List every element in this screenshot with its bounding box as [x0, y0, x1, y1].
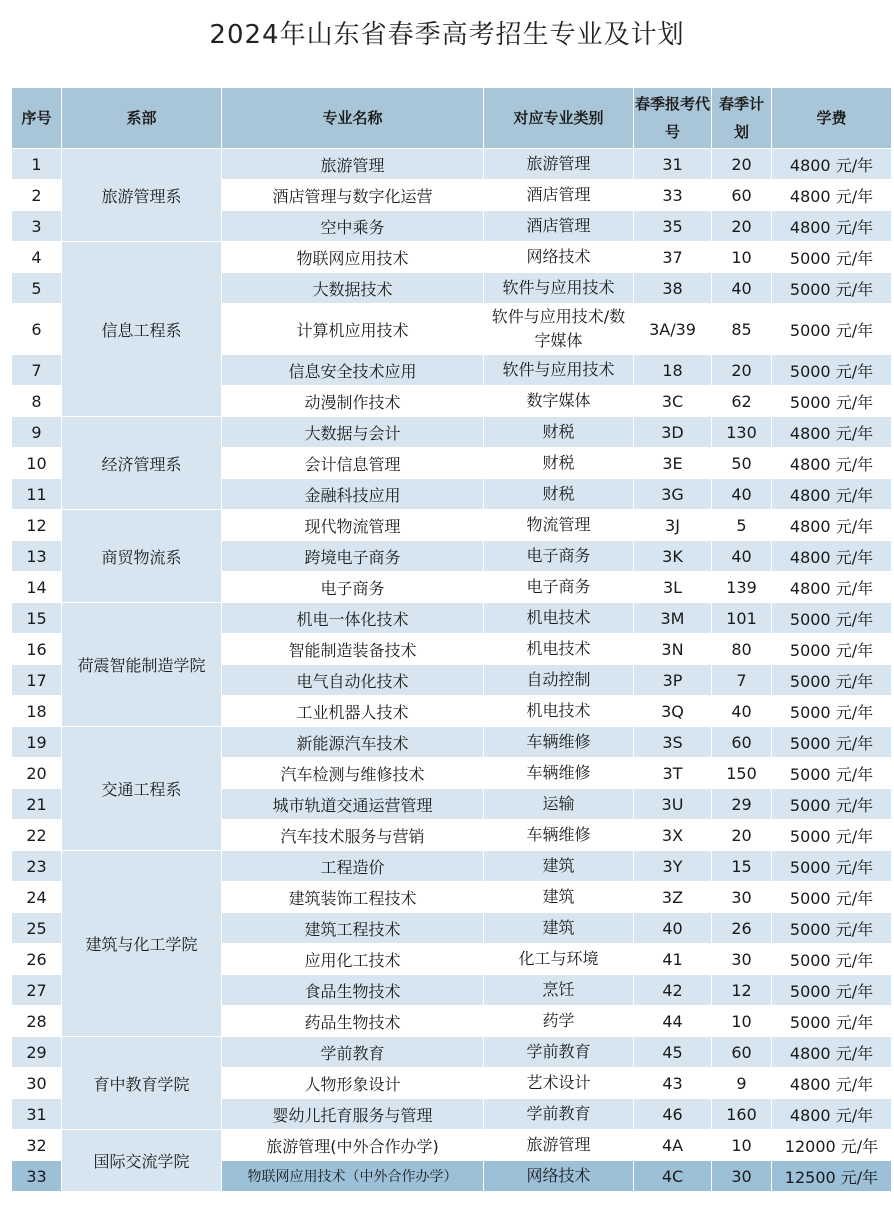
- row-plan: 29: [712, 789, 772, 820]
- row-major: 物联网应用技术: [222, 242, 484, 273]
- row-code: 35: [634, 211, 712, 242]
- row-plan: 139: [712, 572, 772, 603]
- row-category: 旅游管理: [484, 1130, 634, 1161]
- row-code: 3S: [634, 727, 712, 758]
- dept-name: 商贸物流系: [62, 510, 222, 603]
- row-fee: 5000 元/年: [772, 603, 892, 634]
- row-seq: 7: [12, 355, 62, 386]
- row-fee: 4800 元/年: [772, 448, 892, 479]
- row-seq: 26: [12, 944, 62, 975]
- dept-name: 国际交流学院: [62, 1130, 222, 1192]
- row-seq: 18: [12, 696, 62, 727]
- row-seq: 25: [12, 913, 62, 944]
- row-seq: 22: [12, 820, 62, 851]
- dept-name: 建筑与化工学院: [62, 851, 222, 1037]
- header-dept: 系部: [62, 88, 222, 149]
- row-seq: 21: [12, 789, 62, 820]
- row-plan: 20: [712, 149, 772, 180]
- row-major: 电气自动化技术: [222, 665, 484, 696]
- row-code: 3J: [634, 510, 712, 541]
- row-code: 38: [634, 273, 712, 304]
- row-seq: 3: [12, 211, 62, 242]
- row-code: 4A: [634, 1130, 712, 1161]
- row-seq: 32: [12, 1130, 62, 1161]
- row-seq: 9: [12, 417, 62, 448]
- row-plan: 60: [712, 180, 772, 211]
- row-plan: 160: [712, 1099, 772, 1130]
- row-code: 43: [634, 1068, 712, 1099]
- row-seq: 8: [12, 386, 62, 417]
- table-row: [12, 417, 892, 448]
- row-category: 财税: [484, 417, 634, 448]
- row-fee: 5000 元/年: [772, 634, 892, 665]
- row-plan: 40: [712, 479, 772, 510]
- row-plan: 9: [712, 1068, 772, 1099]
- row-code: 46: [634, 1099, 712, 1130]
- row-seq: 30: [12, 1068, 62, 1099]
- row-code: 3D: [634, 417, 712, 448]
- row-fee: 4800 元/年: [772, 1099, 892, 1130]
- row-code: 18: [634, 355, 712, 386]
- row-code: 3M: [634, 603, 712, 634]
- row-category: 数字媒体: [484, 386, 634, 417]
- table-row: [12, 1037, 892, 1068]
- row-category: 自动控制: [484, 665, 634, 696]
- dept-name: 育中教育学院: [62, 1037, 222, 1130]
- table-row: [12, 727, 892, 758]
- table-row: [12, 603, 892, 634]
- row-code: 3A/39: [634, 304, 712, 355]
- row-code: 3U: [634, 789, 712, 820]
- row-fee: 5000 元/年: [772, 727, 892, 758]
- row-major: 工程造价: [222, 851, 484, 882]
- row-major: 新能源汽车技术: [222, 727, 484, 758]
- row-plan: 30: [712, 1161, 772, 1192]
- row-fee: 4800 元/年: [772, 149, 892, 180]
- row-seq: 19: [12, 727, 62, 758]
- row-category: 车辆维修: [484, 820, 634, 851]
- row-major: 汽车检测与维修技术: [222, 758, 484, 789]
- row-fee: 4800 元/年: [772, 417, 892, 448]
- row-category: 财税: [484, 448, 634, 479]
- row-major: 动漫制作技术: [222, 386, 484, 417]
- row-fee: 5000 元/年: [772, 242, 892, 273]
- row-seq: 13: [12, 541, 62, 572]
- row-category: 烹饪: [484, 975, 634, 1006]
- row-plan: 40: [712, 273, 772, 304]
- row-category: 网络技术: [484, 242, 634, 273]
- row-major: 学前教育: [222, 1037, 484, 1068]
- row-code: 3E: [634, 448, 712, 479]
- row-code: 41: [634, 944, 712, 975]
- row-seq: 27: [12, 975, 62, 1006]
- table-row: [12, 149, 892, 180]
- row-code: 45: [634, 1037, 712, 1068]
- row-seq: 15: [12, 603, 62, 634]
- row-major: 信息安全技术应用: [222, 355, 484, 386]
- row-major: 旅游管理(中外合作办学): [222, 1130, 484, 1161]
- row-seq: 5: [12, 273, 62, 304]
- row-code: 3P: [634, 665, 712, 696]
- row-category: 软件与应用技术: [484, 355, 634, 386]
- row-category: 药学: [484, 1006, 634, 1037]
- row-fee: 5000 元/年: [772, 304, 892, 355]
- row-major: 婴幼儿托育服务与管理: [222, 1099, 484, 1130]
- row-plan: 101: [712, 603, 772, 634]
- row-fee: 5000 元/年: [772, 944, 892, 975]
- row-major: 旅游管理: [222, 149, 484, 180]
- row-fee: 5000 元/年: [772, 386, 892, 417]
- page-title: 2024年山东省春季高考招生专业及计划: [209, 20, 685, 50]
- row-fee: 5000 元/年: [772, 913, 892, 944]
- row-major: 金融科技应用: [222, 479, 484, 510]
- dept-name: 旅游管理系: [62, 149, 222, 242]
- row-fee: 4800 元/年: [772, 1037, 892, 1068]
- row-plan: 40: [712, 696, 772, 727]
- row-plan: 30: [712, 944, 772, 975]
- row-major: 会计信息管理: [222, 448, 484, 479]
- row-fee: 5000 元/年: [772, 820, 892, 851]
- row-category: 化工与环境: [484, 944, 634, 975]
- row-code: 3K: [634, 541, 712, 572]
- row-code: 4C: [634, 1161, 712, 1192]
- dept-name: 荷震智能制造学院: [62, 603, 222, 727]
- row-category: 机电技术: [484, 696, 634, 727]
- row-fee: 4800 元/年: [772, 479, 892, 510]
- row-plan: 60: [712, 1037, 772, 1068]
- dept-name: 信息工程系: [62, 242, 222, 417]
- row-fee: 5000 元/年: [772, 851, 892, 882]
- row-fee: 5000 元/年: [772, 1006, 892, 1037]
- row-category: 车辆维修: [484, 758, 634, 789]
- row-category: 机电技术: [484, 603, 634, 634]
- row-code: 3N: [634, 634, 712, 665]
- row-category: 电子商务: [484, 541, 634, 572]
- row-fee: 5000 元/年: [772, 665, 892, 696]
- row-major: 现代物流管理: [222, 510, 484, 541]
- header-seq: 序号: [12, 88, 62, 149]
- row-major: 工业机器人技术: [222, 696, 484, 727]
- row-fee: 4800 元/年: [772, 1068, 892, 1099]
- header-plan: 春季计划: [712, 88, 772, 149]
- dept-name: 经济管理系: [62, 417, 222, 510]
- row-major: 酒店管理与数字化运营: [222, 180, 484, 211]
- row-plan: 15: [712, 851, 772, 882]
- row-plan: 85: [712, 304, 772, 355]
- row-seq: 6: [12, 304, 62, 355]
- row-fee: 5000 元/年: [772, 789, 892, 820]
- row-plan: 130: [712, 417, 772, 448]
- row-seq: 17: [12, 665, 62, 696]
- row-category: 车辆维修: [484, 727, 634, 758]
- header-category: 对应专业类别: [484, 88, 634, 149]
- row-major: 人物形象设计: [222, 1068, 484, 1099]
- row-category: 酒店管理: [484, 211, 634, 242]
- row-code: 3T: [634, 758, 712, 789]
- row-category: 财税: [484, 479, 634, 510]
- enrollment-table: [11, 87, 892, 1192]
- row-plan: 10: [712, 1130, 772, 1161]
- row-plan: 26: [712, 913, 772, 944]
- row-plan: 150: [712, 758, 772, 789]
- row-plan: 80: [712, 634, 772, 665]
- row-category: 建筑: [484, 913, 634, 944]
- header-major: 专业名称: [222, 88, 484, 149]
- row-seq: 24: [12, 882, 62, 913]
- row-fee: 5000 元/年: [772, 758, 892, 789]
- row-code: 3Y: [634, 851, 712, 882]
- row-code: 40: [634, 913, 712, 944]
- row-major: 食品生物技术: [222, 975, 484, 1006]
- row-fee: 4800 元/年: [772, 211, 892, 242]
- row-major: 跨境电子商务: [222, 541, 484, 572]
- row-plan: 40: [712, 541, 772, 572]
- row-fee: 5000 元/年: [772, 882, 892, 913]
- row-fee: 12000 元/年: [772, 1130, 892, 1161]
- header-row: [12, 88, 892, 149]
- row-seq: 28: [12, 1006, 62, 1037]
- row-plan: 20: [712, 211, 772, 242]
- row-code: 3L: [634, 572, 712, 603]
- row-plan: 12: [712, 975, 772, 1006]
- row-plan: 7: [712, 665, 772, 696]
- row-major: 应用化工技术: [222, 944, 484, 975]
- row-plan: 60: [712, 727, 772, 758]
- row-code: 3G: [634, 479, 712, 510]
- row-code: 31: [634, 149, 712, 180]
- row-code: 3Q: [634, 696, 712, 727]
- row-category: 机电技术: [484, 634, 634, 665]
- row-plan: 50: [712, 448, 772, 479]
- row-seq: 11: [12, 479, 62, 510]
- row-major: 智能制造装备技术: [222, 634, 484, 665]
- row-category: 网络技术: [484, 1161, 634, 1192]
- row-fee: 4800 元/年: [772, 510, 892, 541]
- row-code: 44: [634, 1006, 712, 1037]
- row-major: 电子商务: [222, 572, 484, 603]
- row-major: 汽车技术服务与营销: [222, 820, 484, 851]
- row-major: 物联网应用技术（中外合作办学）: [222, 1161, 484, 1192]
- table-row: [12, 851, 892, 882]
- row-fee: 5000 元/年: [772, 696, 892, 727]
- row-category: 学前教育: [484, 1037, 634, 1068]
- row-plan: 30: [712, 882, 772, 913]
- row-major: 空中乘务: [222, 211, 484, 242]
- row-category: 软件与应用技术/数字媒体: [484, 304, 634, 355]
- row-fee: 12500 元/年: [772, 1161, 892, 1192]
- row-category: 酒店管理: [484, 180, 634, 211]
- row-fee: 4800 元/年: [772, 541, 892, 572]
- row-code: 3X: [634, 820, 712, 851]
- row-seq: 29: [12, 1037, 62, 1068]
- header-code: 春季报考代号: [634, 88, 712, 149]
- table-body: [12, 149, 892, 1192]
- row-major: 大数据技术: [222, 273, 484, 304]
- row-seq: 10: [12, 448, 62, 479]
- row-fee: 5000 元/年: [772, 355, 892, 386]
- row-category: 建筑: [484, 882, 634, 913]
- row-major: 城市轨道交通运营管理: [222, 789, 484, 820]
- row-major: 药品生物技术: [222, 1006, 484, 1037]
- row-major: 建筑装饰工程技术: [222, 882, 484, 913]
- row-major: 计算机应用技术: [222, 304, 484, 355]
- row-plan: 20: [712, 355, 772, 386]
- row-category: 物流管理: [484, 510, 634, 541]
- row-code: 3Z: [634, 882, 712, 913]
- row-seq: 12: [12, 510, 62, 541]
- row-code: 3C: [634, 386, 712, 417]
- row-seq: 1: [12, 149, 62, 180]
- row-plan: 10: [712, 1006, 772, 1037]
- row-category: 旅游管理: [484, 149, 634, 180]
- row-seq: 23: [12, 851, 62, 882]
- row-category: 艺术设计: [484, 1068, 634, 1099]
- row-plan: 10: [712, 242, 772, 273]
- row-code: 37: [634, 242, 712, 273]
- row-category: 软件与应用技术: [484, 273, 634, 304]
- row-category: 运输: [484, 789, 634, 820]
- row-seq: 31: [12, 1099, 62, 1130]
- row-code: 33: [634, 180, 712, 211]
- dept-name: 交通工程系: [62, 727, 222, 851]
- row-seq: 14: [12, 572, 62, 603]
- row-category: 电子商务: [484, 572, 634, 603]
- row-seq: 33: [12, 1161, 62, 1192]
- row-plan: 5: [712, 510, 772, 541]
- row-seq: 2: [12, 180, 62, 211]
- row-fee: 4800 元/年: [772, 180, 892, 211]
- row-fee: 5000 元/年: [772, 975, 892, 1006]
- table-row: [12, 510, 892, 541]
- row-seq: 20: [12, 758, 62, 789]
- row-fee: 4800 元/年: [772, 572, 892, 603]
- row-category: 学前教育: [484, 1099, 634, 1130]
- row-major: 大数据与会计: [222, 417, 484, 448]
- row-fee: 5000 元/年: [772, 273, 892, 304]
- table-row: [12, 242, 892, 273]
- row-seq: 16: [12, 634, 62, 665]
- row-major: 建筑工程技术: [222, 913, 484, 944]
- row-category: 建筑: [484, 851, 634, 882]
- row-plan: 20: [712, 820, 772, 851]
- row-seq: 4: [12, 242, 62, 273]
- table-row: [12, 1130, 892, 1161]
- row-code: 42: [634, 975, 712, 1006]
- header-fee: 学费: [772, 88, 892, 149]
- row-plan: 62: [712, 386, 772, 417]
- row-major: 机电一体化技术: [222, 603, 484, 634]
